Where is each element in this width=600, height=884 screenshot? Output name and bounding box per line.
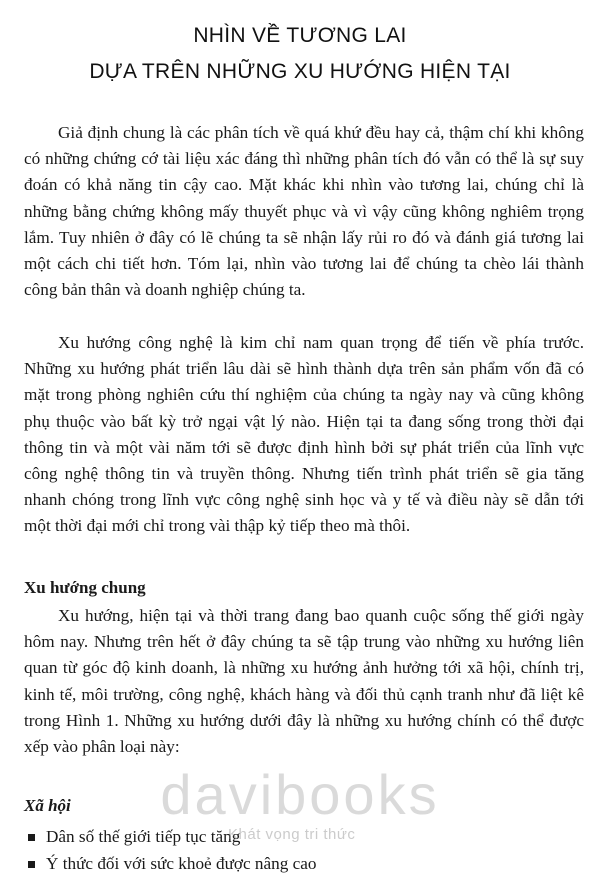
list-item [24,851,584,878]
square-bullet-icon [28,834,35,841]
watermark-tagline: Khát vọng tri thức [228,826,356,843]
list-item-text: Dân số thế giới tiếp tục tăng [46,827,241,846]
subheading-society: Xã hội [24,796,71,815]
watermark-brand: davibooks [160,763,440,826]
society-bullet-list [24,824,584,877]
page-title-line-1: NHÌN VỀ TƯƠNG LAI [193,24,407,47]
page-title-line-2: DỰA TRÊN NHỮNG XU HƯỚNG HIỆN TẠI [89,60,511,83]
square-bullet-icon [28,861,35,868]
section-heading-general-trends: Xu hướng chung [24,578,146,597]
paragraph-general-trends: Xu hướng, hiện tại và thời trang đang bao quanh cuộc sống thế giới ngày hôm nay. Nhưng trên hết ở đây chúng ta sẽ tập trung vào những xu hướng liên quan từ góc độ kinh doanh, là những xu hướng ảnh hưởng tới xã hội, chính trị, kinh tế, môi trường, công nghệ, khách hàng và đối thủ cạnh tranh như đã liệt kê trong Hình 1. Những xu hướng dưới đây là những xu hướng chính có thể được xếp vào phân loại này: [24,606,584,757]
list-item [24,824,584,851]
list-item-text: Ý thức đối với sức khoẻ được nâng cao [46,853,317,873]
paragraph-intro: Giả định chung là các phân tích về quá khứ đều hay cả, thậm chí khi không có những chứng cớ tài liệu xác đáng thì những phân tích đó vẫn có thể là sự suy đoán có khả năng tin cậy cao. Mặt khác khi nhìn vào tương lai, chúng chỉ là những bằng chứng không mấy thuyết phục và vì vậy cũng không nghiêm trọng lắm. Tuy nhiên ở đây có lẽ chúng ta sẽ nhận lấy rủi ro đó và đánh giá tương lai một cách chi tiết hơn. Tóm lại, nhìn vào tương lai để chúng ta chèo lái thành công bản thân và doanh nghiệp chúng ta. [24,123,584,300]
paragraph-technology-trends: Xu hướng công nghệ là kim chỉ nam quan trọng để tiến về phía trước. Những xu hướng phát triển lâu dài sẽ hình thành dựa trên sản phẩm vốn đã có mặt trong phòng nghiên cứu thí nghiệm của chúng ta ngày nay và cũng không phụ thuộc vào bất kỳ trở ngại vật lý nào. Hiện tại ta đang sống trong thời đại thông tin và một vài năm tới sẽ được định hình bởi sự phát triển của lĩnh vực công nghệ thông tin và truyền thông. Nhưng tiến trình phát triển sẽ gia tăng nhanh chóng trong lĩnh vực công nghệ sinh học và y tế và điều này sẽ dẫn tới một thời đại mới chỉ trong vài thập kỷ tiếp theo mà thôi. [24,333,584,536]
